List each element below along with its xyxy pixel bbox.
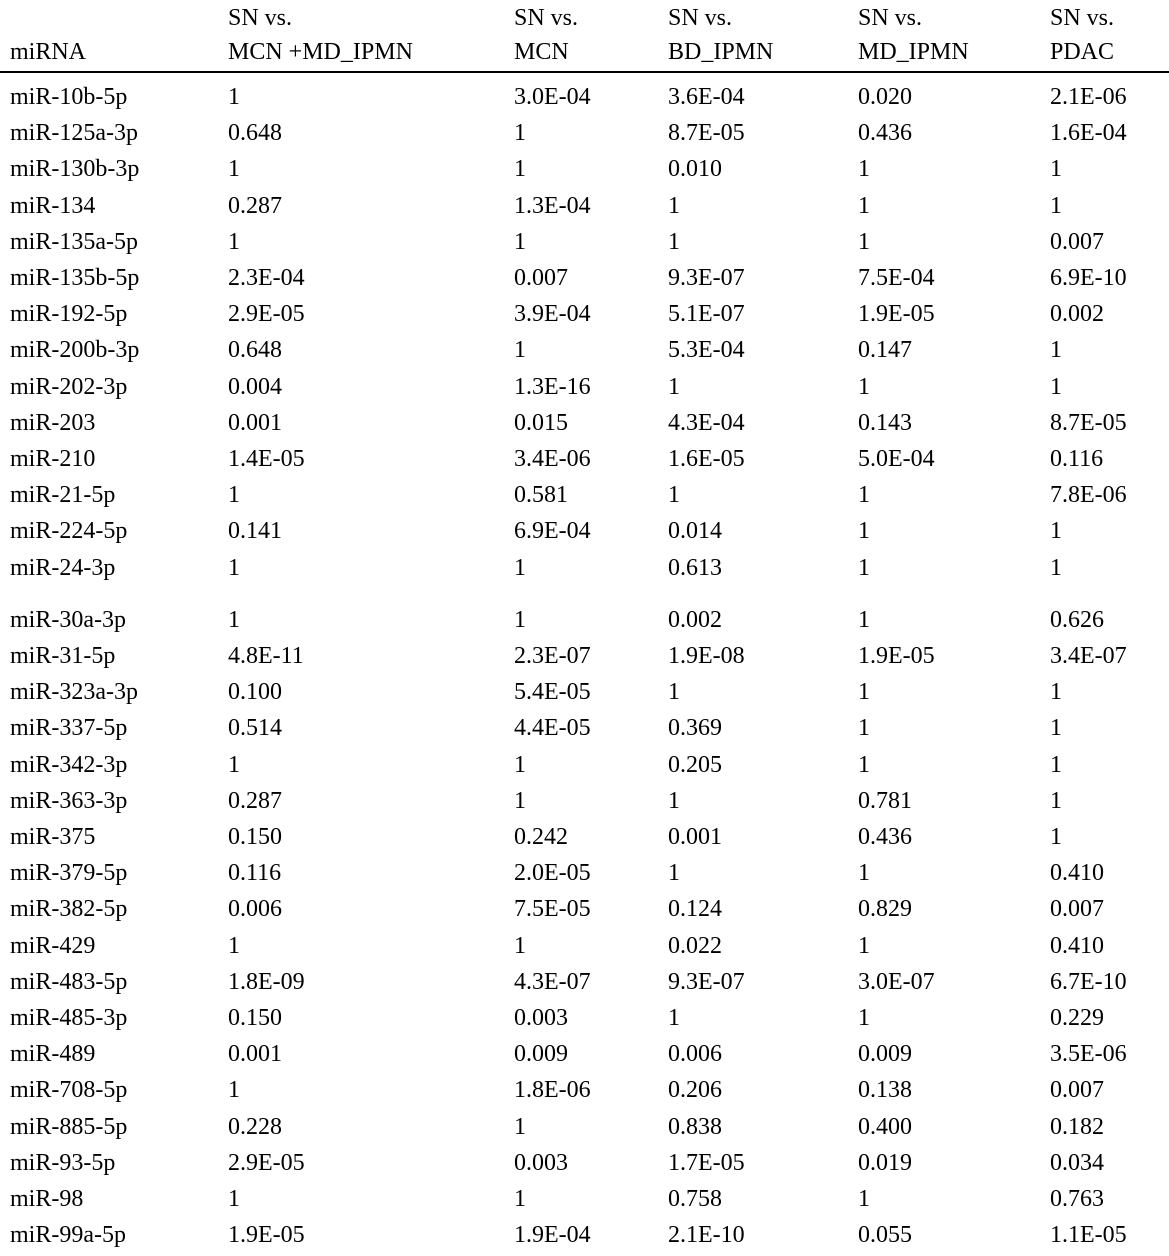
- p-value-cell: 1: [1050, 678, 1062, 706]
- mirna-name: miR-210: [10, 445, 95, 473]
- p-value-cell: 0.010: [668, 155, 722, 183]
- p-value-cell: 1: [668, 373, 680, 401]
- p-value-cell: 0.581: [514, 481, 568, 509]
- p-value-cell: 2.1E-10: [668, 1221, 745, 1249]
- column-header-line1: SN vs.: [858, 1, 922, 35]
- mirna-name: miR-363-3p: [10, 787, 127, 815]
- p-value-cell: 1.1E-05: [1050, 1221, 1127, 1249]
- p-value-cell: 0.100: [228, 678, 282, 706]
- p-value-cell: 1.9E-05: [228, 1221, 305, 1249]
- p-value-cell: 1: [1050, 751, 1062, 779]
- p-value-cell: 1: [1050, 554, 1062, 582]
- p-value-cell: 1: [858, 1185, 870, 1213]
- mirna-name: miR-489: [10, 1040, 95, 1068]
- p-value-cell: 5.0E-04: [858, 445, 935, 473]
- p-value-cell: 0.019: [858, 1149, 912, 1177]
- p-value-cell: 4.4E-05: [514, 714, 591, 742]
- p-value-cell: 1: [858, 859, 870, 887]
- p-value-cell: 1: [858, 192, 870, 220]
- p-value-cell: 0.007: [514, 264, 568, 292]
- mirna-name: miR-337-5p: [10, 714, 127, 742]
- mirna-name: miR-125a-3p: [10, 119, 138, 147]
- p-value-cell: 0.228: [228, 1113, 282, 1141]
- p-value-cell: 1: [858, 155, 870, 183]
- p-value-cell: 7.8E-06: [1050, 481, 1127, 509]
- p-value-cell: 1: [514, 1185, 526, 1213]
- p-value-cell: 0.002: [1050, 300, 1104, 328]
- p-value-cell: 1: [858, 373, 870, 401]
- p-value-cell: 1: [668, 859, 680, 887]
- p-value-cell: 2.3E-07: [514, 642, 591, 670]
- p-value-cell: 1: [228, 228, 240, 256]
- mirna-name: miR-135b-5p: [10, 264, 139, 292]
- p-value-cell: 1: [1050, 714, 1062, 742]
- p-value-cell: 7.5E-05: [514, 895, 591, 923]
- p-value-cell: 3.0E-04: [514, 83, 591, 111]
- p-value-cell: 0.242: [514, 823, 568, 851]
- p-value-cell: 5.4E-05: [514, 678, 591, 706]
- p-value-cell: 0.410: [1050, 932, 1104, 960]
- p-value-cell: 1: [668, 787, 680, 815]
- p-value-cell: 1: [1050, 823, 1062, 851]
- mirna-name: miR-429: [10, 932, 95, 960]
- p-value-cell: 1: [228, 554, 240, 582]
- header-rule: [0, 71, 1169, 73]
- p-value-cell: 1.6E-05: [668, 445, 745, 473]
- p-value-cell: 0.002: [668, 606, 722, 634]
- mirna-name: miR-135a-5p: [10, 228, 138, 256]
- p-value-cell: 0.141: [228, 517, 282, 545]
- p-value-cell: 0.763: [1050, 1185, 1104, 1213]
- p-value-cell: 0.001: [228, 1040, 282, 1068]
- p-value-cell: 0.006: [228, 895, 282, 923]
- p-value-cell: 1: [228, 83, 240, 111]
- p-value-cell: 3.6E-04: [668, 83, 745, 111]
- p-value-cell: 0.007: [1050, 1076, 1104, 1104]
- p-value-cell: 2.9E-05: [228, 300, 305, 328]
- p-value-cell: 1: [858, 481, 870, 509]
- p-value-cell: 1: [228, 1185, 240, 1213]
- column-header-line2: miRNA: [10, 35, 86, 69]
- p-value-cell: 1.9E-04: [514, 1221, 591, 1249]
- p-value-cell: 7.5E-04: [858, 264, 935, 292]
- p-value-cell: 1: [514, 119, 526, 147]
- p-value-cell: 1: [228, 1076, 240, 1104]
- p-value-cell: 3.0E-07: [858, 968, 935, 996]
- p-value-cell: 1: [1050, 373, 1062, 401]
- p-value-cell: 0.182: [1050, 1113, 1104, 1141]
- p-value-cell: 6.7E-10: [1050, 968, 1127, 996]
- p-value-cell: 0.400: [858, 1113, 912, 1141]
- mirna-name: miR-485-3p: [10, 1004, 127, 1032]
- p-value-cell: 2.0E-05: [514, 859, 591, 887]
- p-value-cell: 1.9E-05: [858, 300, 935, 328]
- p-value-cell: 1.6E-04: [1050, 119, 1127, 147]
- p-value-cell: 0.022: [668, 932, 722, 960]
- p-value-cell: 0.007: [1050, 228, 1104, 256]
- p-value-cell: 1: [668, 1004, 680, 1032]
- p-value-cell: 1.9E-08: [668, 642, 745, 670]
- p-value-cell: 5.1E-07: [668, 300, 745, 328]
- p-value-cell: 1.4E-05: [228, 445, 305, 473]
- p-value-cell: 1: [668, 192, 680, 220]
- p-value-cell: 0.205: [668, 751, 722, 779]
- p-value-cell: 1: [1050, 336, 1062, 364]
- p-value-cell: 2.9E-05: [228, 1149, 305, 1177]
- p-value-cell: 0.436: [858, 823, 912, 851]
- p-value-cell: 1: [228, 932, 240, 960]
- p-value-cell: 0.124: [668, 895, 722, 923]
- p-value-cell: 1.8E-06: [514, 1076, 591, 1104]
- mirna-name: miR-375: [10, 823, 95, 851]
- column-header-line2: MD_IPMN: [858, 35, 969, 69]
- mirna-name: miR-98: [10, 1185, 83, 1213]
- p-value-cell: 0.410: [1050, 859, 1104, 887]
- p-value-cell: 1: [1050, 192, 1062, 220]
- p-value-cell: 1: [858, 228, 870, 256]
- mirna-name: miR-885-5p: [10, 1113, 127, 1141]
- p-value-cell: 1: [228, 606, 240, 634]
- p-value-cell: 0.150: [228, 823, 282, 851]
- p-value-cell: 1.3E-16: [514, 373, 591, 401]
- p-value-cell: 0.626: [1050, 606, 1104, 634]
- mirna-name: miR-200b-3p: [10, 336, 139, 364]
- mirna-name: miR-93-5p: [10, 1149, 115, 1177]
- p-value-cell: 0.003: [514, 1004, 568, 1032]
- p-value-cell: 1: [858, 932, 870, 960]
- p-value-cell: 1: [668, 481, 680, 509]
- p-value-cell: 0.287: [228, 192, 282, 220]
- p-value-cell: 1: [858, 606, 870, 634]
- p-value-cell: 9.3E-07: [668, 968, 745, 996]
- p-value-cell: 9.3E-07: [668, 264, 745, 292]
- p-value-cell: 0.758: [668, 1185, 722, 1213]
- p-value-cell: 0.014: [668, 517, 722, 545]
- p-value-cell: 0.287: [228, 787, 282, 815]
- p-value-cell: 1: [514, 932, 526, 960]
- p-value-cell: 0.147: [858, 336, 912, 364]
- p-value-cell: 0.009: [858, 1040, 912, 1068]
- p-value-cell: 1: [514, 606, 526, 634]
- mirna-name: miR-99a-5p: [10, 1221, 126, 1249]
- mirna-name: miR-323a-3p: [10, 678, 138, 706]
- column-header-line2: MCN +MD_IPMN: [228, 35, 413, 69]
- p-value-cell: 1: [228, 155, 240, 183]
- p-value-cell: 0.648: [228, 119, 282, 147]
- column-header-line1: SN vs.: [514, 1, 578, 35]
- p-value-cell: 4.8E-11: [228, 642, 304, 670]
- mirna-name: miR-21-5p: [10, 481, 115, 509]
- p-value-cell: 0.138: [858, 1076, 912, 1104]
- p-value-cell: 1: [514, 1113, 526, 1141]
- p-value-cell: 0.229: [1050, 1004, 1104, 1032]
- p-value-cell: 1: [514, 228, 526, 256]
- p-value-cell: 1: [668, 228, 680, 256]
- p-value-cell: 2.3E-04: [228, 264, 305, 292]
- p-value-cell: 0.436: [858, 119, 912, 147]
- p-value-cell: 1: [228, 481, 240, 509]
- p-value-cell: 0.116: [1050, 445, 1103, 473]
- p-value-cell: 0.055: [858, 1221, 912, 1249]
- p-value-cell: 1: [858, 1004, 870, 1032]
- p-value-cell: 0.613: [668, 554, 722, 582]
- p-value-cell: 3.4E-07: [1050, 642, 1127, 670]
- mirna-name: miR-192-5p: [10, 300, 127, 328]
- p-value-cell: 4.3E-07: [514, 968, 591, 996]
- p-value-cell: 1: [858, 714, 870, 742]
- p-value-cell: 1: [514, 155, 526, 183]
- p-value-cell: 0.007: [1050, 895, 1104, 923]
- p-value-cell: 1: [1050, 517, 1062, 545]
- p-value-cell: 0.004: [228, 373, 282, 401]
- p-value-cell: 0.034: [1050, 1149, 1104, 1177]
- p-value-cell: 1: [514, 336, 526, 364]
- p-value-cell: 2.1E-06: [1050, 83, 1127, 111]
- column-header-line2: PDAC: [1050, 35, 1114, 69]
- mirna-name: miR-10b-5p: [10, 83, 127, 111]
- p-value-cell: 6.9E-04: [514, 517, 591, 545]
- mirna-name: miR-202-3p: [10, 373, 127, 401]
- column-header-line2: MCN: [514, 35, 569, 69]
- p-value-cell: 5.3E-04: [668, 336, 745, 364]
- mirna-name: miR-224-5p: [10, 517, 127, 545]
- mirna-name: miR-379-5p: [10, 859, 127, 887]
- p-value-cell: 3.9E-04: [514, 300, 591, 328]
- p-value-cell: 0.116: [228, 859, 281, 887]
- p-value-cell: 1: [514, 787, 526, 815]
- p-value-cell: 3.4E-06: [514, 445, 591, 473]
- p-value-cell: 0.150: [228, 1004, 282, 1032]
- p-value-cell: 1.3E-04: [514, 192, 591, 220]
- mirna-name: miR-24-3p: [10, 554, 115, 582]
- p-value-cell: 6.9E-10: [1050, 264, 1127, 292]
- column-header-line1: SN vs.: [228, 1, 292, 35]
- mirna-name: miR-342-3p: [10, 751, 127, 779]
- p-value-cell: 4.3E-04: [668, 409, 745, 437]
- p-value-cell: 0.003: [514, 1149, 568, 1177]
- p-value-cell: 1: [228, 751, 240, 779]
- p-value-cell: 0.829: [858, 895, 912, 923]
- mirna-name: miR-382-5p: [10, 895, 127, 923]
- p-value-cell: 0.015: [514, 409, 568, 437]
- p-value-cell: 3.5E-06: [1050, 1040, 1127, 1068]
- p-value-cell: 1: [514, 751, 526, 779]
- p-value-cell: 0.143: [858, 409, 912, 437]
- mirna-name: miR-30a-3p: [10, 606, 126, 634]
- mirna-name: miR-203: [10, 409, 95, 437]
- p-value-cell: 1: [668, 678, 680, 706]
- p-value-cell: 1.7E-05: [668, 1149, 745, 1177]
- mirna-name: miR-130b-3p: [10, 155, 139, 183]
- p-value-cell: 1: [1050, 155, 1062, 183]
- p-value-cell: 0.369: [668, 714, 722, 742]
- p-value-cell: 0.514: [228, 714, 282, 742]
- mirna-name: miR-134: [10, 192, 95, 220]
- p-value-cell: 0.001: [228, 409, 282, 437]
- mirna-name: miR-483-5p: [10, 968, 127, 996]
- p-value-cell: 0.009: [514, 1040, 568, 1068]
- p-value-cell: 1: [858, 554, 870, 582]
- mirna-name: miR-31-5p: [10, 642, 115, 670]
- p-value-cell: 0.001: [668, 823, 722, 851]
- p-value-cell: 1.8E-09: [228, 968, 305, 996]
- p-value-cell: 1: [858, 517, 870, 545]
- p-value-cell: 1: [1050, 787, 1062, 815]
- p-value-cell: 8.7E-05: [1050, 409, 1127, 437]
- p-value-cell: 8.7E-05: [668, 119, 745, 147]
- p-value-cell: 0.838: [668, 1113, 722, 1141]
- p-value-cell: 0.206: [668, 1076, 722, 1104]
- p-value-cell: 0.781: [858, 787, 912, 815]
- p-value-cell: 1: [858, 678, 870, 706]
- p-value-cell: 0.020: [858, 83, 912, 111]
- column-header-line2: BD_IPMN: [668, 35, 773, 69]
- p-value-cell: 1.9E-05: [858, 642, 935, 670]
- p-value-cell: 1: [514, 554, 526, 582]
- p-value-cell: 1: [858, 751, 870, 779]
- p-value-cell: 0.648: [228, 336, 282, 364]
- mirna-name: miR-708-5p: [10, 1076, 127, 1104]
- column-header-line1: SN vs.: [1050, 1, 1114, 35]
- column-header-line1: SN vs.: [668, 1, 732, 35]
- p-value-cell: 0.006: [668, 1040, 722, 1068]
